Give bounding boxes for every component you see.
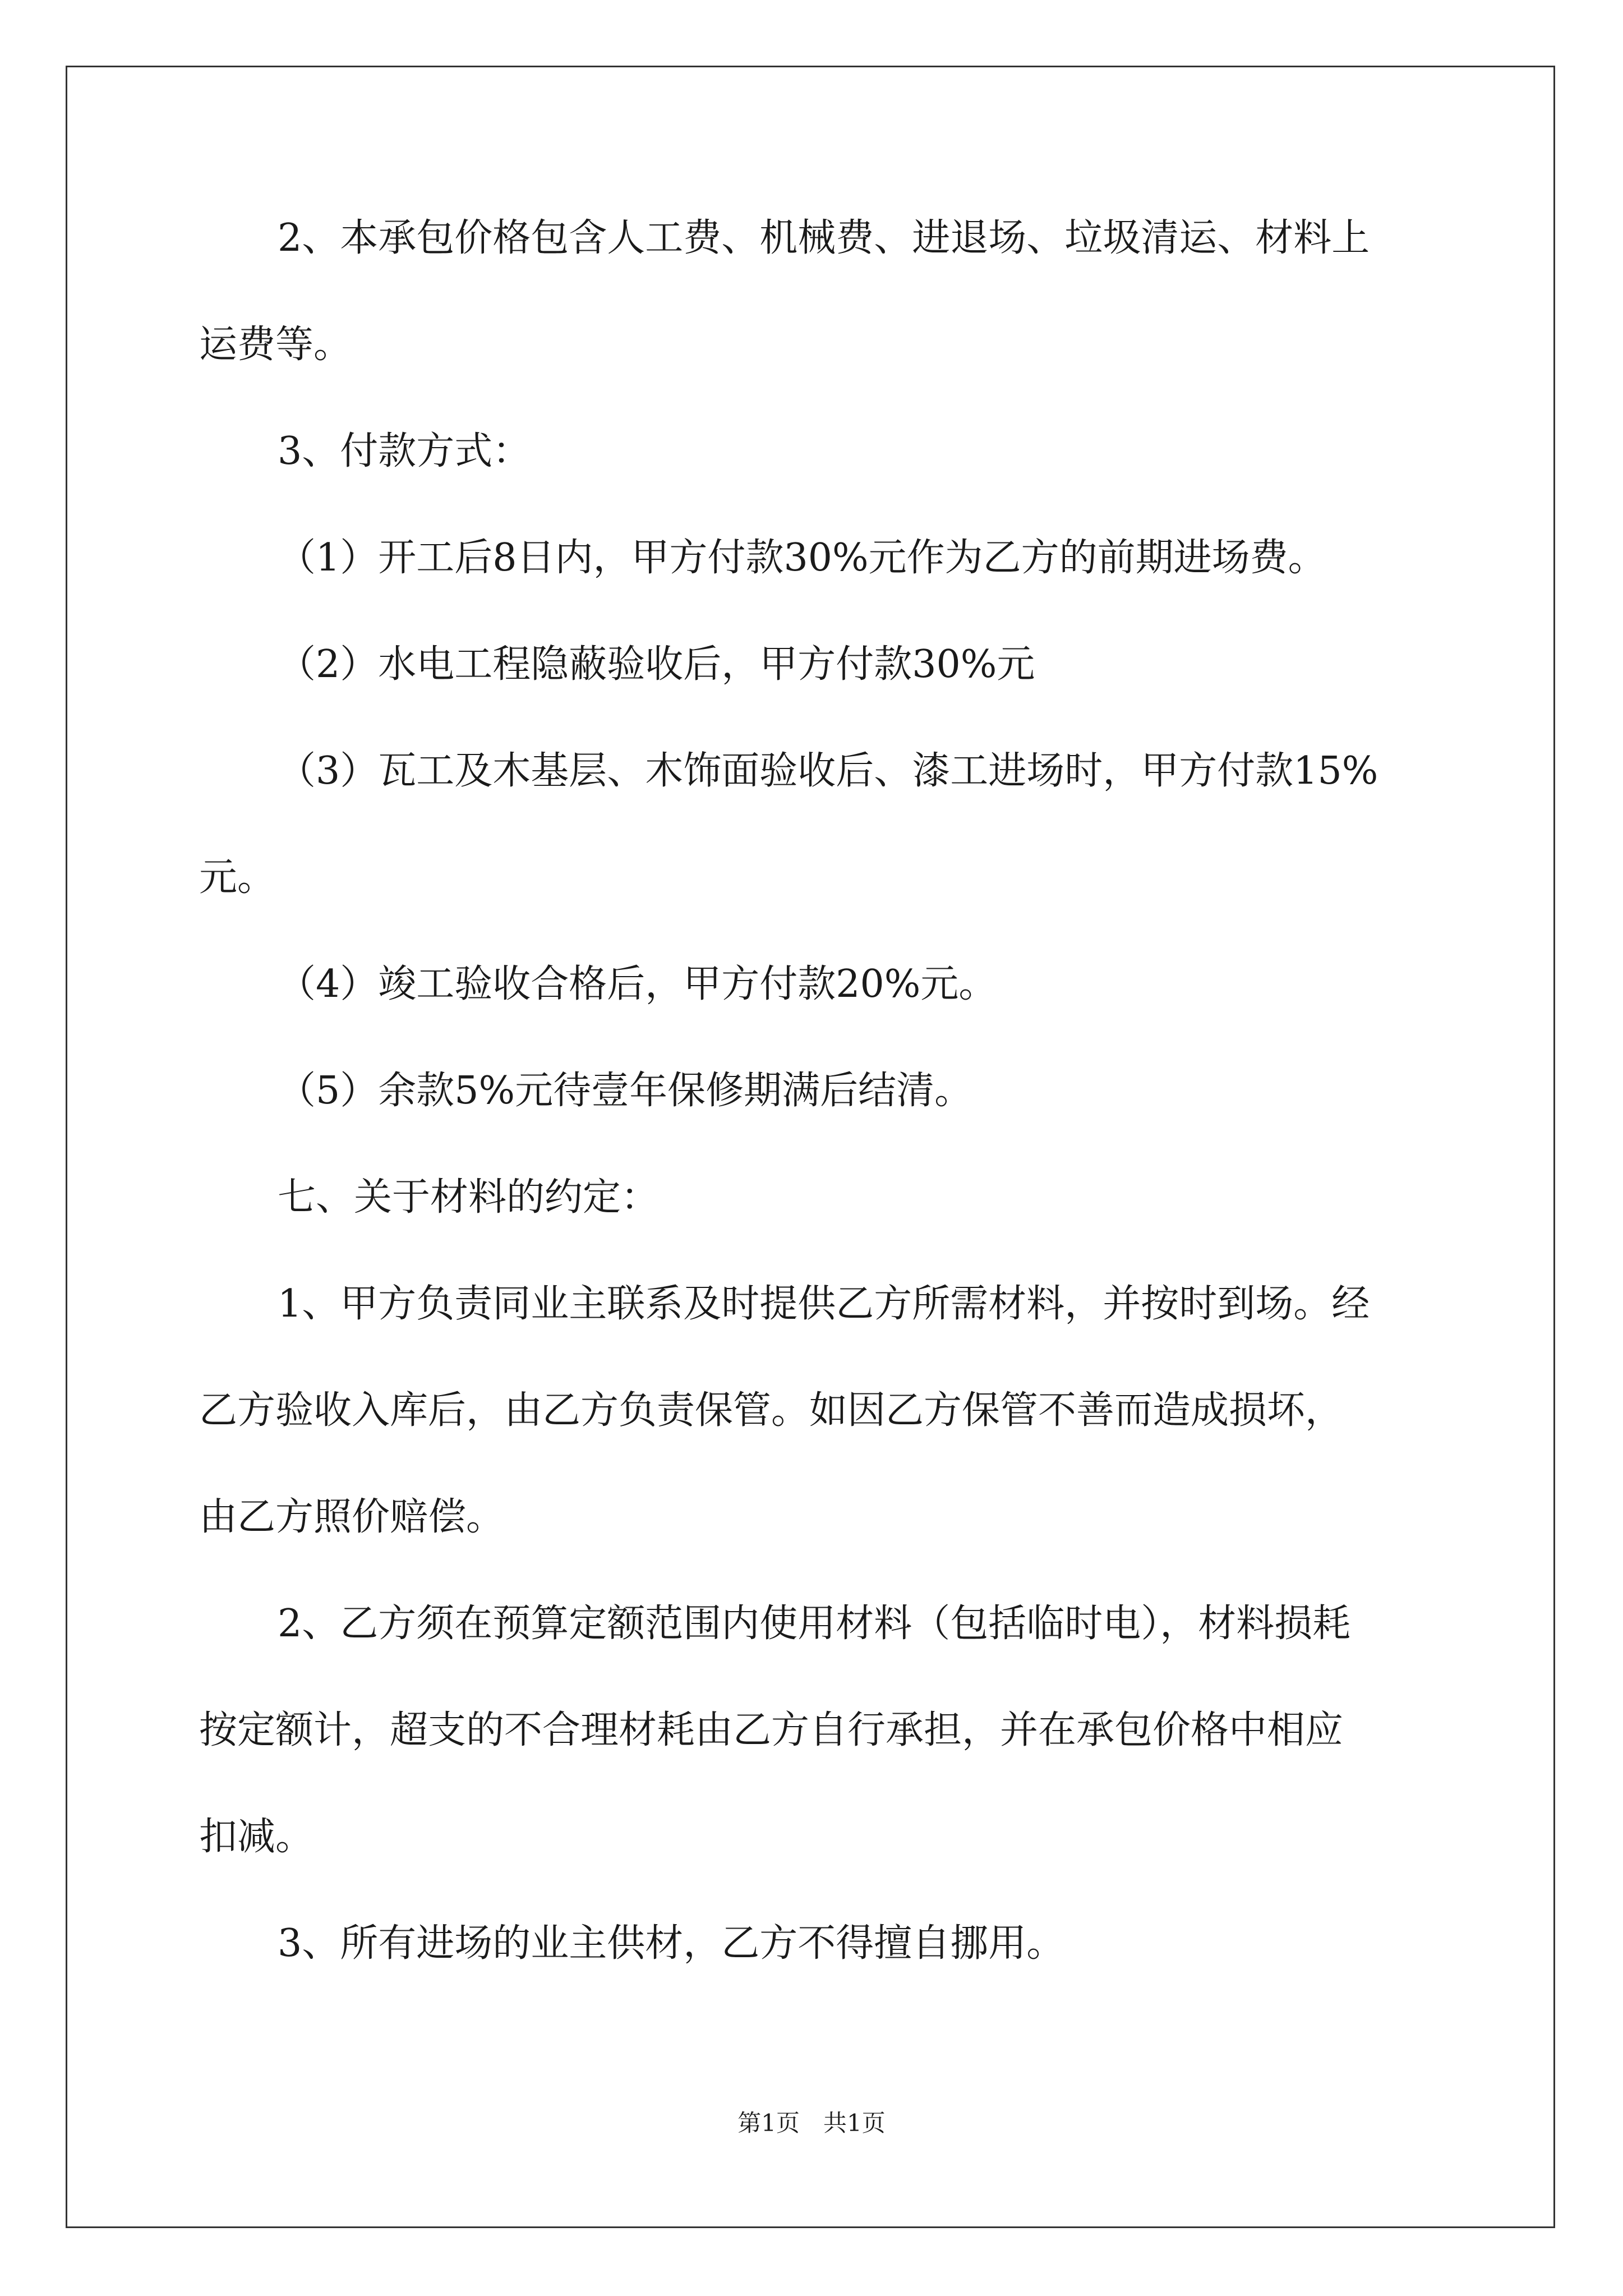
paragraph-line: 3、付款方式： xyxy=(278,429,531,473)
paragraph-line: （5）余款5%元待壹年保修期满后结清。 xyxy=(278,1069,973,1113)
paragraph-line: 2、乙方须在预算定额范围内使用材料（包括临时电），材料损耗 xyxy=(278,1602,1351,1646)
paragraph-line: （4）竣工验收合格后，甲方付款20%元。 xyxy=(278,962,997,1006)
paragraph-line: 乙方验收入库后，由乙方负责保管。如因乙方保管不善而造成损坏， xyxy=(199,1388,1344,1433)
paragraph-line: 按定额计，超支的不合理材耗由乙方自行承担，并在承包价格中相应 xyxy=(199,1708,1344,1752)
paragraph-line: 扣减。 xyxy=(199,1815,314,1859)
paragraph-line: 由乙方照价赔偿。 xyxy=(199,1495,505,1539)
paragraph-line: （1）开工后8日内，甲方付款30%元作为乙方的前期进场费。 xyxy=(278,536,1326,580)
paragraph-line: 1、甲方负责同业主联系及时提供乙方所需材料，并按时到场。经 xyxy=(278,1282,1370,1326)
page-number-footer: 第1页 共1页 xyxy=(737,2109,886,2137)
paragraph-line: 3、所有进场的业主供材，乙方不得擅自挪用。 xyxy=(278,1921,1065,1966)
page-border xyxy=(66,66,1555,2228)
paragraph-line: 运费等。 xyxy=(199,323,352,367)
section-heading: 七、关于材料的约定： xyxy=(278,1175,660,1220)
paragraph-line: （2）水电工程隐蔽验收后，甲方付款30%元 xyxy=(278,642,1035,687)
paragraph-line: （3）瓦工及木基层、木饰面验收后、漆工进场时，甲方付款15% xyxy=(278,749,1378,793)
paragraph-line: 2、本承包价格包含人工费、机械费、进退场、垃圾清运、材料上 xyxy=(278,216,1370,260)
paragraph-line: 元。 xyxy=(199,855,276,900)
